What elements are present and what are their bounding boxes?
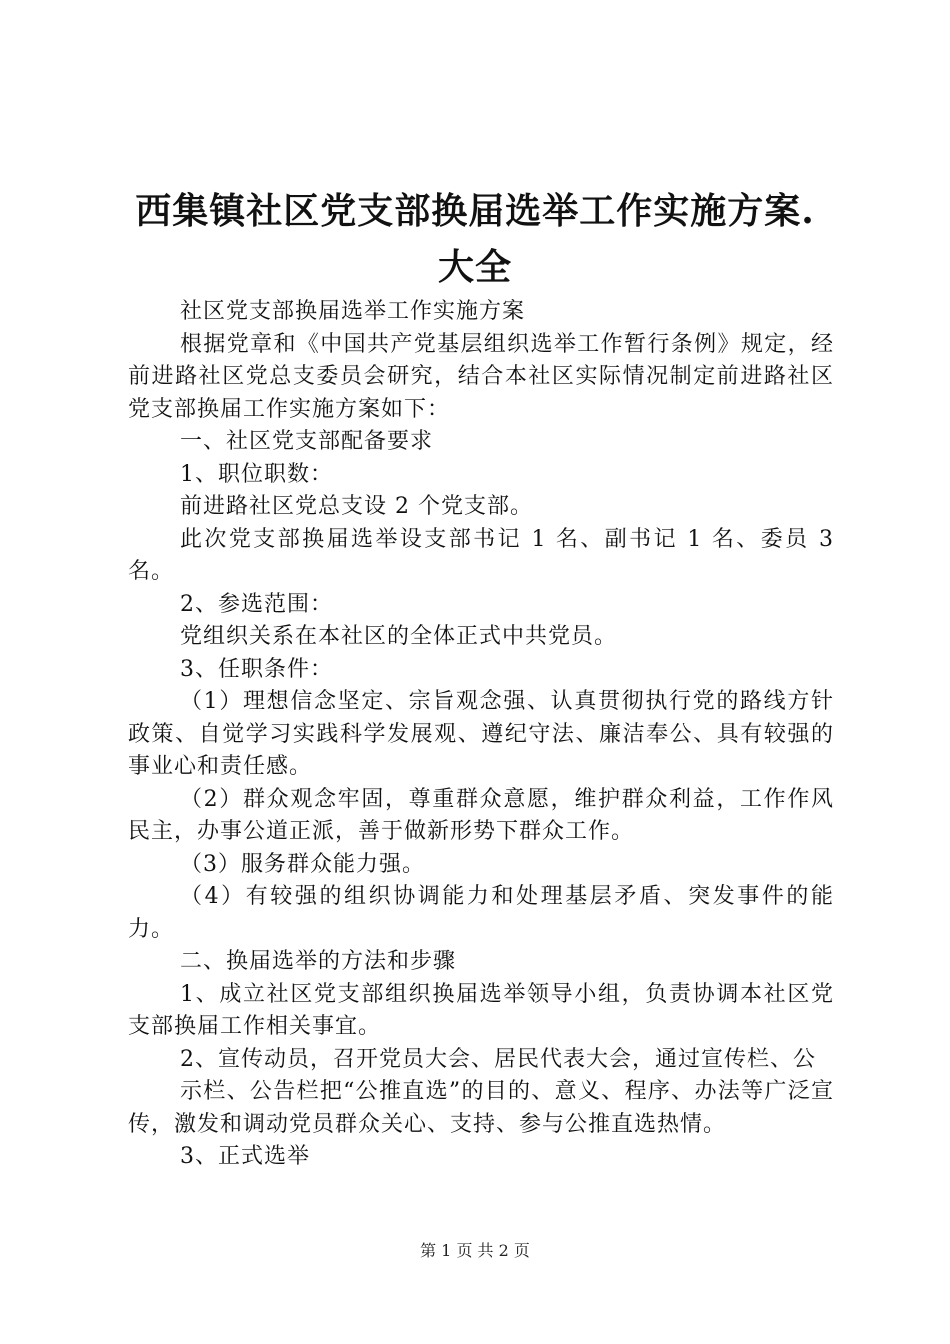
paragraph: 社区党支部换届选举工作实施方案	[180, 299, 526, 324]
list-item: （2）群众观念牢固，尊重群众意愿，维护群众利益，工作作风民主，办事公道正派，善于做新形势下群众工作。	[128, 786, 834, 844]
list-item: （4）有较强的组织协调能力和处理基层矛盾、突发事件的能力。	[128, 884, 834, 942]
subsection-heading: 3、正式选举	[180, 1144, 310, 1169]
paragraph: 2、宣传动员，召开党员大会、居民代表大会，通过宣传栏、公	[180, 1046, 816, 1072]
list-item: （1）理想信念坚定、宗旨观念强、认真贯彻执行党的路线方针政策、自觉学习实践科学发展观、遵纪守法、廉洁奉公、具有较强的事业心和责任感。	[128, 689, 834, 779]
page-footer: 第 1 页 共 2 页	[420, 1241, 530, 1260]
subsection-heading: 2、参选范围：	[180, 591, 333, 617]
section-heading: 一、社区党支部配备要求	[180, 429, 434, 454]
subsection-heading: 1、职位职数：	[180, 461, 333, 487]
paragraph: 示栏、公告栏把“公推直选”的目的、意义、程序、办法等广泛宣传，激发和调动党员群众关心、支持、参与公推直选热情。	[128, 1079, 834, 1137]
document-body	[128, 296, 834, 1174]
list-item: （3）服务群众能力强。	[180, 851, 425, 877]
paragraph: 1、成立社区党支部组织换届选举领导小组，负责协调本社区党支部换届工作相关事宜。	[128, 981, 834, 1039]
section-heading: 二、换届选举的方法和步骤	[180, 949, 457, 974]
paragraph: 党组织关系在本社区的全体正式中共党员。	[180, 624, 618, 649]
paragraph: 此次党支部换届选举设支部书记 1 名、副书记 1 名、委员 3 名。	[128, 526, 834, 584]
document-title: 西集镇社区党支部换届选举工作实施方案.大全	[135, 190, 815, 288]
paragraph: 根据党章和《中国共产党基层组织选举工作暂行条例》规定，经前进路社区党总支委员会研究，结合本社区实际情况制定前进路社区党支部换届工作实施方案如下：	[128, 331, 834, 422]
paragraph: 前进路社区党总支设 2 个党支部。	[180, 494, 533, 519]
subsection-heading: 3、任职条件：	[180, 656, 333, 682]
